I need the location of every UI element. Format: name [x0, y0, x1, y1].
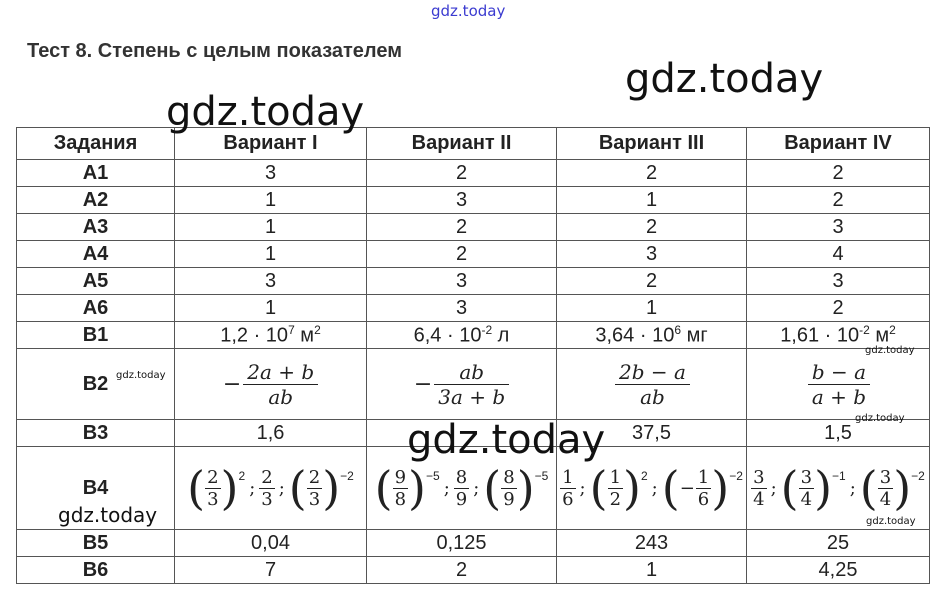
- answer-cell: 1: [557, 187, 747, 214]
- denominator: 9: [455, 488, 468, 510]
- answer-cell: 1: [175, 187, 367, 214]
- power-expression: [751, 467, 766, 510]
- fraction: [393, 467, 408, 510]
- power-expression: [187, 461, 246, 515]
- numerator: 9: [394, 466, 407, 488]
- answer-cell: 37,5: [557, 420, 747, 447]
- answer-cell: 1: [175, 295, 367, 322]
- numerator: 3: [879, 466, 892, 488]
- table-row: [17, 160, 930, 187]
- header-variant-2: Вариант II: [367, 128, 557, 160]
- fraction: [560, 467, 575, 510]
- watermark-tiny: gdz.today: [866, 516, 916, 527]
- answer-cell: 2: [747, 295, 930, 322]
- numerator: 8: [455, 466, 468, 488]
- power-expression: [374, 461, 440, 515]
- right-paren: ): [711, 461, 730, 515]
- denominator: 6: [562, 488, 574, 510]
- answer-cell: $6,4 \cdot 10^{-2}$ л: [367, 322, 557, 349]
- power-expression: [288, 461, 354, 515]
- numerator: 2: [308, 466, 321, 488]
- fraction: [454, 467, 469, 510]
- separator: ;: [278, 477, 285, 499]
- exponent: 2: [640, 469, 648, 483]
- answer-cell: 0,04: [175, 530, 367, 557]
- answer-cell: $1,2 \cdot 10^7$ $м^2$: [175, 322, 367, 349]
- answer-cell: 3: [175, 268, 367, 295]
- denominator: 4: [800, 488, 813, 510]
- fraction: [205, 467, 220, 510]
- power-expression: [454, 467, 469, 510]
- numerator: 1: [697, 466, 710, 488]
- answer-cell: 1,6: [175, 420, 367, 447]
- answer-cell: 1: [175, 214, 367, 241]
- left-paren: (: [483, 461, 502, 515]
- denominator: 8: [394, 488, 407, 510]
- left-paren: (: [859, 461, 878, 515]
- separator: ;: [579, 477, 586, 499]
- numerator: 2: [261, 466, 273, 488]
- left-paren: (: [661, 461, 680, 515]
- answer-cell: 1: [557, 295, 747, 322]
- exponent: −2: [729, 469, 743, 483]
- answer-cell: − $\frac{ab}{3a + b}$: [367, 349, 557, 420]
- fraction: [751, 467, 766, 510]
- fraction: [259, 467, 274, 510]
- task-label: А1: [17, 160, 175, 187]
- numerator: 2: [207, 466, 219, 488]
- answer-cell: 4: [747, 241, 930, 268]
- denominator: 9: [503, 488, 515, 510]
- denominator: 4: [879, 488, 892, 510]
- right-paren: ): [893, 461, 912, 515]
- fraction: [307, 467, 322, 510]
- answer-cell: 243: [557, 530, 747, 557]
- answer-cell: 0,125: [367, 530, 557, 557]
- power-expression: [483, 461, 549, 515]
- fraction: [878, 467, 893, 510]
- right-paren: ): [623, 461, 641, 515]
- answer-cell: [175, 447, 367, 530]
- fraction: [799, 467, 814, 510]
- right-paren: ): [408, 461, 426, 515]
- numerator: 3: [800, 466, 813, 488]
- denominator: 6: [697, 488, 710, 510]
- table-row: [17, 241, 930, 268]
- answer-cell: 1: [557, 557, 747, 584]
- power-expression: [589, 461, 648, 515]
- answer-cell: 4,25: [747, 557, 930, 584]
- task-label: В2: [17, 349, 175, 420]
- header-variant-4: Вариант IV: [747, 128, 930, 160]
- right-paren: ): [220, 461, 239, 515]
- table-row: [17, 187, 930, 214]
- answer-cell: 3: [747, 268, 930, 295]
- task-label: А2: [17, 187, 175, 214]
- answer-cell: 3: [175, 160, 367, 187]
- numerator: 8: [503, 466, 515, 488]
- answer-cell: 25: [747, 530, 930, 557]
- task-label: А3: [17, 214, 175, 241]
- answer-cell: 1: [175, 241, 367, 268]
- answer-cell: 3: [367, 268, 557, 295]
- table-row: [17, 214, 930, 241]
- watermark-large: gdz.today: [407, 417, 606, 463]
- answer-cell: 2: [367, 241, 557, 268]
- watermark-small: gdz.today: [58, 503, 158, 527]
- header-tasks: Задания: [17, 128, 175, 160]
- task-label: В6: [17, 557, 175, 584]
- table-row: [17, 322, 930, 349]
- power-expression: [859, 461, 925, 515]
- answer-cell: 2: [367, 214, 557, 241]
- answer-cell: − $\frac{2a + b}{ab}$: [175, 349, 367, 420]
- answer-cell: 3: [557, 241, 747, 268]
- task-label: А5: [17, 268, 175, 295]
- watermark-tiny: gdz.today: [855, 413, 905, 424]
- right-paren: ): [814, 461, 833, 515]
- table-row: [17, 349, 930, 420]
- answer-cell: 3: [367, 295, 557, 322]
- page-title: Тест 8. Степень с целым показателем: [27, 40, 403, 62]
- separator: ;: [249, 477, 256, 499]
- denominator: 2: [609, 488, 622, 510]
- answer-cell: 7: [175, 557, 367, 584]
- task-label: А6: [17, 295, 175, 322]
- answer-cell: $\frac{b - a}{a + b}$: [747, 349, 930, 420]
- watermark-large: gdz.today: [166, 89, 365, 135]
- task-label: В1: [17, 322, 175, 349]
- answer-cell: 2: [747, 187, 930, 214]
- left-paren: (: [187, 461, 206, 515]
- numerator: 1: [562, 466, 574, 488]
- separator: ;: [651, 477, 658, 499]
- power-expression: [259, 467, 274, 510]
- exponent: −5: [426, 469, 440, 483]
- answer-cell: 2: [367, 160, 557, 187]
- left-paren: (: [780, 461, 799, 515]
- fraction: [608, 467, 623, 510]
- fraction: [501, 467, 516, 510]
- task-label: В4: [17, 447, 175, 530]
- separator: ;: [443, 477, 450, 499]
- answer-cell: $\frac{2b - a}{ab}$: [557, 349, 747, 420]
- denominator: 3: [261, 488, 273, 510]
- separator: ;: [770, 477, 777, 499]
- task-label: А4: [17, 241, 175, 268]
- left-paren: (: [374, 461, 393, 515]
- denominator: 4: [753, 488, 765, 510]
- exponent: −2: [911, 469, 925, 483]
- table-row: [17, 557, 930, 584]
- header-row: [17, 128, 930, 160]
- table-row: [17, 268, 930, 295]
- right-paren: ): [516, 461, 535, 515]
- exponent: 2: [238, 469, 246, 483]
- denominator: 3: [207, 488, 219, 510]
- power-expression: [560, 467, 575, 510]
- power-expression: [780, 461, 846, 515]
- exponent: −5: [534, 469, 549, 483]
- separator: ;: [849, 477, 856, 499]
- separator: ;: [473, 477, 480, 499]
- exponent: −1: [832, 469, 846, 483]
- minus-sign: −: [679, 477, 695, 499]
- watermark-tiny: gdz.today: [116, 370, 166, 381]
- answer-cell: 3: [747, 214, 930, 241]
- left-paren: (: [288, 461, 307, 515]
- task-label: В5: [17, 530, 175, 557]
- answer-cell: $1,61 \cdot 10^{-2}$ $м^2$: [747, 322, 930, 349]
- answer-cell: 2: [557, 160, 747, 187]
- task-label: В3: [17, 420, 175, 447]
- fraction: [696, 467, 711, 510]
- header-variant-3: Вариант III: [557, 128, 747, 160]
- watermark-tiny: gdz.today: [865, 345, 915, 356]
- answer-cell: 3: [367, 187, 557, 214]
- answer-cell: $3,64 \cdot 10^6$ мг: [557, 322, 747, 349]
- answer-cell: 2: [747, 160, 930, 187]
- denominator: 3: [308, 488, 321, 510]
- answer-cell: 2: [557, 268, 747, 295]
- left-paren: (: [589, 461, 608, 515]
- answer-cell: 2: [367, 557, 557, 584]
- answer-cell: 2: [557, 214, 747, 241]
- numerator: 1: [609, 466, 622, 488]
- exponent: −2: [340, 469, 354, 483]
- table-row: [17, 295, 930, 322]
- table-row: [17, 530, 930, 557]
- watermark-large: gdz.today: [625, 56, 824, 102]
- watermark-top: gdz.today: [431, 2, 506, 20]
- power-expression: [661, 461, 743, 515]
- header-variant-1: Вариант I: [175, 128, 367, 160]
- right-paren: ): [322, 461, 341, 515]
- answer-cell: 1,5: [747, 420, 930, 447]
- numerator: 3: [753, 466, 765, 488]
